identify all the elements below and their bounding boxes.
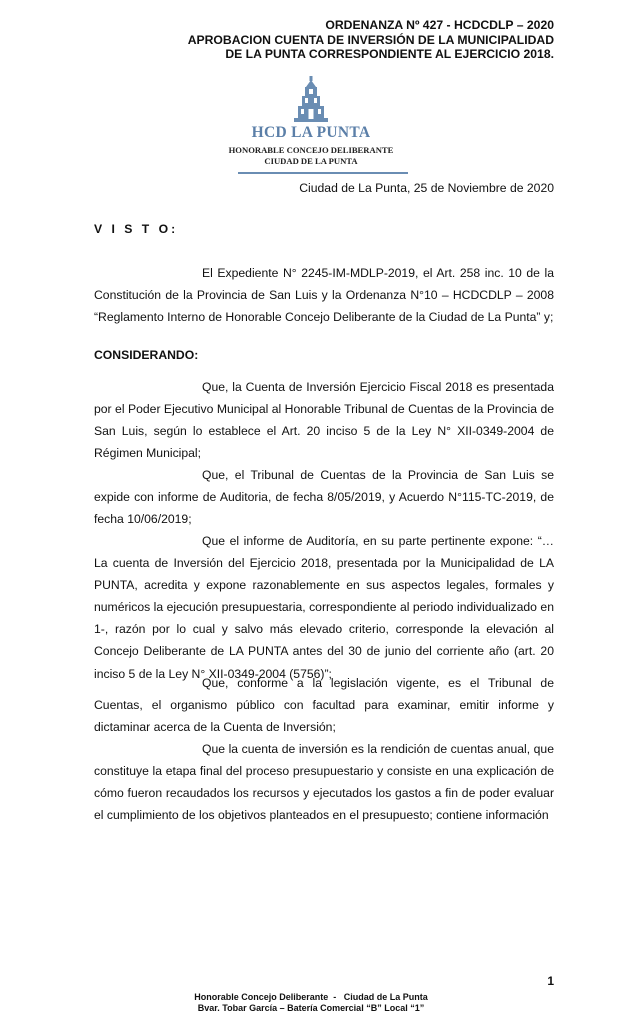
org-line-1: HONORABLE CONCEJO DELIBERANTE	[228, 145, 394, 155]
footer-line-1: Honorable Concejo Deliberante - Ciudad de La Punta	[194, 992, 428, 1002]
institution-logo	[0, 76, 622, 166]
visto-paragraph: El Expediente N° 2245-IM-MDLP-2019, el Art. 258 inc. 10 de la Constitución de la Provincia de San Luis y la Ordenanza N°10 – HCDCDLP – 2008 “Reglamento Interno de Honorable Concejo Deliberante de la Ciudad de La Punta” y;	[94, 266, 554, 325]
considerando-heading: CONSIDERANDO:	[94, 348, 199, 362]
document-date: Ciudad de La Punta, 25 de Noviembre de 2020	[299, 181, 554, 195]
document-header	[188, 18, 554, 62]
header-line-3: DE LA PUNTA CORRESPONDIENTE AL EJERCICIO 2018.	[225, 47, 554, 61]
considerando-paragraph: Que el informe de Auditoría, en su parte pertinente expone: “…La cuenta de Inversión del Ejercicio 2018, presentada por la Municipalidad de LA PUNTA, acredita y expone razonablemente en sus aspectos legales, formales y numéricos la ejecución presupuestaria, correspondiente al periodo individualizado en 1-, razón por lo cual y salvo más elevado criterio, corresponde la elevación al Concejo Deliberante de LA PUNTA antes del 30 de junio del corriente año (art. 20 inciso 5 de la Ley N° XII-0349-2004 (5756)”;	[94, 534, 554, 681]
header-line-2: APROBACION CUENTA DE INVERSIÓN DE LA MUNICIPALIDAD	[187, 32, 554, 47]
organization-name	[0, 145, 622, 166]
org-line-2: CIUDAD DE LA PUNTA	[264, 155, 358, 166]
visto-heading: V I S T O:	[94, 222, 179, 236]
considerando-paragraph: Que, la Cuenta de Inversión Ejercicio Fiscal 2018 es presentada por el Poder Ejecutivo Municipal al Honorable Tribunal de Cuentas de la Provincia de San Luis, según lo establece el Art. 20 inciso 5 de la Ley N° XII-0349-2004 de Régimen Municipal;	[94, 380, 554, 461]
document-footer	[0, 992, 622, 1014]
header-divider	[238, 172, 408, 174]
considerando-paragraph: Que, el Tribunal de Cuentas de la Provincia de San Luis se expide con informe de Auditoria, de fecha 8/05/2019, y Acuerdo N°115-TC-2019, de fecha 10/06/2019;	[94, 468, 554, 527]
logo-text: HCD LA PUNTA	[251, 124, 371, 141]
footer-line-2: Bvar. Tobar García – Batería Comercial “B” Local “1”	[197, 1003, 425, 1013]
church-tower-icon	[294, 76, 328, 122]
considerando-paragraph: Que, conforme a la legislación vigente, es el Tribunal de Cuentas, el organismo público con facultad para examinar, emitir informe y dictaminar acerca de la Cuenta de Inversión;	[94, 676, 554, 735]
page-number: 1	[547, 974, 554, 988]
header-line-1: ORDENANZA Nº 427 - HCDCDLP – 2020	[325, 18, 554, 32]
considerando-paragraph: Que la cuenta de inversión es la rendición de cuentas anual, que constituye la etapa final del proceso presupuestario y consiste en una explicación de cómo fueron recaudados los recursos y ejecutados los gastos a fin de poder evaluar el cumplimiento de los objetivos planteados en el presupuesto; contiene información	[94, 742, 554, 823]
